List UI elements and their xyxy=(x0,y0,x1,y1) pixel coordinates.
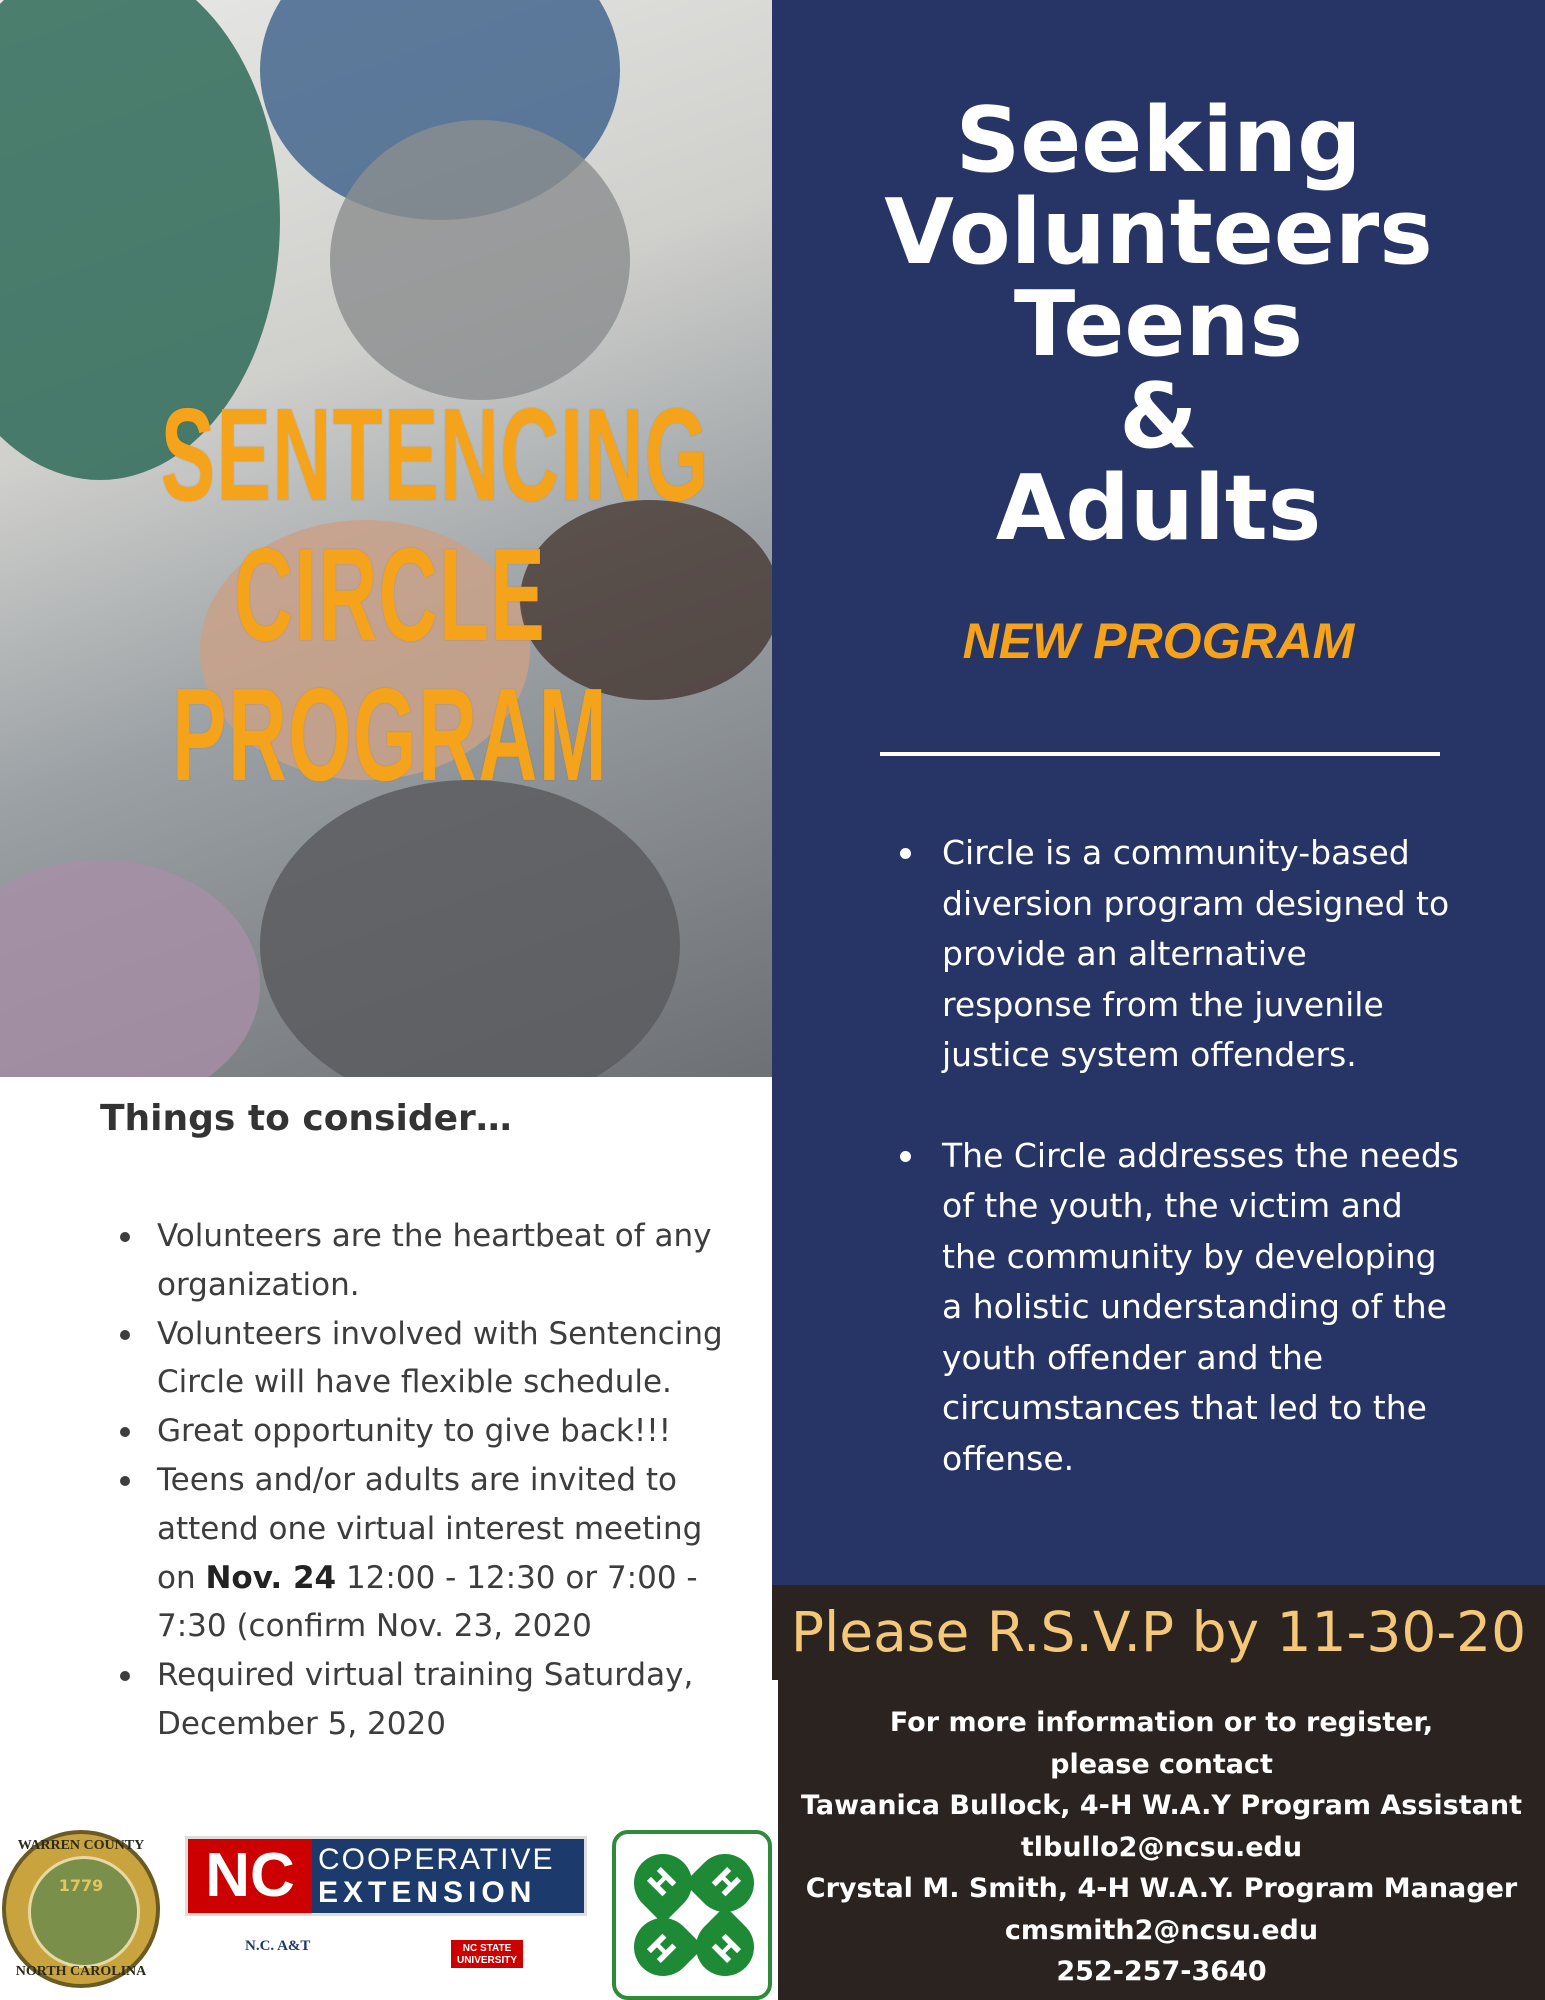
meeting-text: 12:00 - 12:30 or 7:00 - 7:30 (confirm Nov. 23, 2020 xyxy=(157,1559,698,1645)
title-line: & xyxy=(1119,364,1198,469)
contact-box xyxy=(778,1680,1545,2000)
meeting-text: Teens and/or adults are invited to attend one virtual interest meeting on xyxy=(157,1461,703,1596)
ncsu-logo: NC STATE UNIVERSITY xyxy=(451,1940,523,1968)
new-program-label: NEW PROGRAM xyxy=(962,613,1355,669)
list-item: The Circle addresses the needs of the youth, the victim and the community by developing a holistic understanding of the youth offender and the circumstances that led to the offense. xyxy=(880,1131,1460,1485)
divider xyxy=(880,752,1440,756)
considerations-list xyxy=(118,1212,738,1749)
program-description-list xyxy=(880,828,1460,1534)
clover-leaf: H xyxy=(622,1906,704,1988)
photo-shape xyxy=(260,780,680,1077)
contact-line: please contact xyxy=(1050,1748,1273,1780)
seal-year: 1779 xyxy=(58,1876,104,1895)
seal-center xyxy=(28,1856,140,1968)
meeting-date: Nov. 24 xyxy=(205,1559,337,1596)
list-item: Circle is a community-based diversion program designed to provide an alternative response from the juvenile justice system offenders. xyxy=(880,828,1460,1081)
contact-email[interactable]: tlbullo2@ncsu.edu xyxy=(1020,1831,1303,1863)
list-item: Volunteers involved with Sentencing Circle will have flexible schedule. xyxy=(118,1310,738,1408)
logo-strip xyxy=(0,1820,772,2000)
contact-line: Tawanica Bullock, 4-H W.A.Y Program Assistant xyxy=(801,1790,1522,1821)
contact-line: Crystal M. Smith, 4-H W.A.Y. Program Manager xyxy=(805,1873,1518,1904)
extension-line: COOPERATIVE xyxy=(318,1843,555,1876)
extension-line: EXTENSION xyxy=(318,1876,537,1909)
clover-leaf: H xyxy=(684,1906,766,1988)
nc-cooperative-extension-logo xyxy=(185,1836,587,1916)
seal-text: WARREN COUNTY xyxy=(17,1838,145,1853)
list-item xyxy=(118,1456,738,1651)
title-line: Volunteers xyxy=(884,180,1433,285)
things-heading: Things to consider… xyxy=(100,1098,512,1139)
nc-mark: NC xyxy=(188,1839,312,1913)
warren-county-seal xyxy=(2,1830,160,1988)
title-line: Adults xyxy=(995,456,1322,561)
contact-phone[interactable]: 252-257-3640 xyxy=(1056,1956,1267,1987)
list-item: Great opportunity to give back!!! xyxy=(118,1407,738,1456)
clover-leaf: H xyxy=(684,1842,766,1924)
title-line: Teens xyxy=(1013,272,1304,377)
headline-line: PROGRAM xyxy=(171,661,609,808)
rsvp-banner: Please R.S.V.P by 11-30-20 xyxy=(772,1585,1545,1680)
list-item: Required virtual training Saturday, December 5, 2020 xyxy=(118,1651,738,1749)
seal-text: NORTH CAROLINA xyxy=(15,1964,147,1979)
list-item: Volunteers are the heartbeat of any organization. xyxy=(118,1212,738,1310)
program-headline xyxy=(20,381,760,808)
four-h-clover-icon xyxy=(612,1830,772,2000)
clover-leaf: H xyxy=(622,1842,704,1924)
ncat-logo: N.C. A&T xyxy=(245,1938,311,1954)
contact-line: For more information or to register, xyxy=(889,1707,1434,1738)
headline-line: SENTENCING xyxy=(160,381,710,528)
photo-shape xyxy=(0,860,260,1077)
title-line: Seeking xyxy=(955,88,1362,193)
photo-shape xyxy=(330,120,630,400)
headline-line: CIRCLE xyxy=(233,521,547,668)
seeking-title xyxy=(772,88,1545,561)
extension-text xyxy=(318,1843,554,1909)
contact-email[interactable]: cmsmith2@ncsu.edu xyxy=(1004,1914,1319,1946)
